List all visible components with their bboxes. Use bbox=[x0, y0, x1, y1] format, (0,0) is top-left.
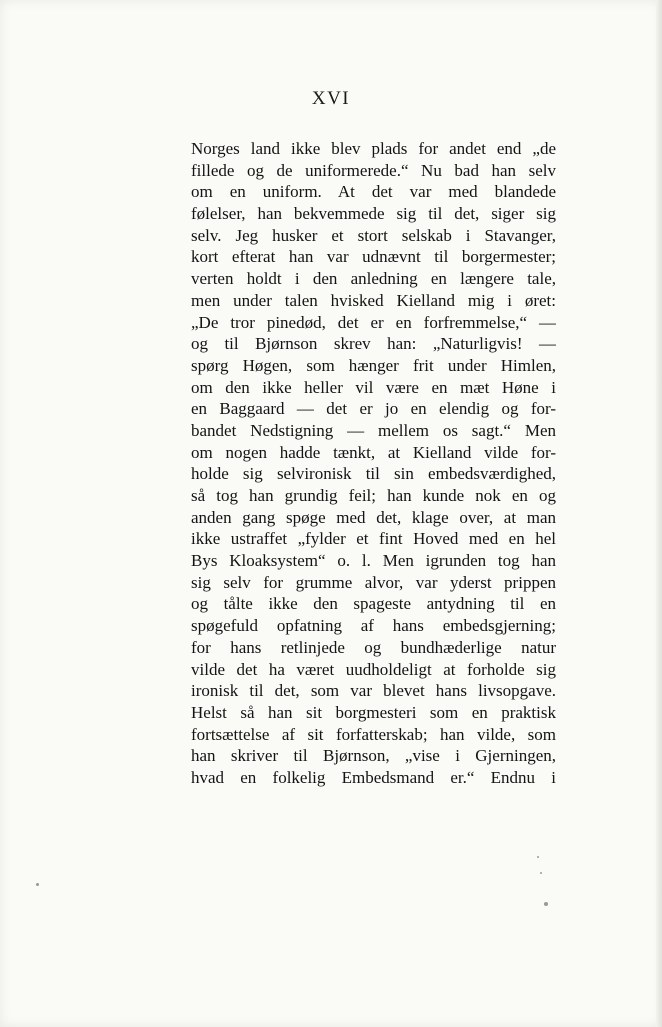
text-line: ironisk til det, som var blevet hans livsopgave. bbox=[191, 681, 556, 701]
text-line: spørg Høgen, som hænger frit under Himlen, bbox=[191, 355, 556, 375]
text-line: men under talen hvisked Kielland mig i øret: bbox=[191, 290, 556, 310]
text-line: hvad en folkelig Embedsmand er.“ Endnu i bbox=[191, 767, 556, 787]
text-line: bandet Nedstigning — mellem os sagt.“ Men bbox=[191, 420, 556, 440]
text-line: om den ikke heller vil være en mæt Høne i bbox=[191, 377, 556, 397]
text-line: følelser, han bekvemmede sig til det, siger sig bbox=[191, 204, 556, 224]
text-line: „De tror pinedød, det er en forfremmelse,“ — bbox=[191, 312, 556, 332]
paper-speck bbox=[540, 872, 542, 874]
text-line: verten holdt i den anledning en længere tale, bbox=[191, 269, 556, 289]
text-line: spøgefuld opfatning af hans embedsgjerning; bbox=[191, 616, 556, 636]
page-edge bbox=[656, 0, 662, 1027]
text-line: Norges land ikke blev plads for andet end „de bbox=[191, 139, 556, 158]
text-line: for hans retlinjede og bundhæderlige natur bbox=[191, 637, 556, 657]
text-line: og til Bjørnson skrev han: „Naturligvis! — bbox=[191, 334, 556, 354]
text-line: kort efterat han var udnævnt til borgermester; bbox=[191, 247, 556, 267]
text-line: vilde det ha været uudholdeligt at forholde sig bbox=[191, 659, 556, 679]
body-text bbox=[191, 138, 556, 789]
paper-speck bbox=[544, 902, 548, 906]
text-line: selv. Jeg husker et stort selskab i Stavanger, bbox=[191, 225, 556, 245]
text-line: Helst så han sit borgmesteri som en praktisk bbox=[191, 702, 556, 722]
paper-speck bbox=[36, 883, 39, 886]
text-line: en Baggaard — det er jo en elendig og for- bbox=[191, 399, 556, 419]
text-line: ikke ustraffet „fylder et fint Hoved med en hel bbox=[191, 529, 556, 549]
text-line: fortsættelse af sit forfatterskab; han vilde, som bbox=[191, 724, 556, 744]
text-line: han skriver til Bjørnson, „vise i Gjerningen, bbox=[191, 746, 556, 766]
text-line: Bys Kloaksystem“ o. l. Men igrunden tog han bbox=[191, 551, 556, 571]
text-line: sig selv for grumme alvor, var yderst prippen bbox=[191, 572, 556, 592]
text-line: om en uniform. At det var med blandede bbox=[191, 182, 556, 202]
text-line: og tålte ikke den spageste antydning til en bbox=[191, 594, 556, 614]
paper-speck bbox=[537, 856, 539, 858]
text-line: om nogen hadde tænkt, at Kielland vilde for- bbox=[191, 442, 556, 462]
text-line: så tog han grundig feil; han kunde nok en og bbox=[191, 486, 556, 505]
page-number: XVI bbox=[311, 88, 351, 109]
text-line: fillede og de uniformerede.“ Nu bad han selv bbox=[191, 160, 556, 180]
text-line: anden gang spøge med det, klage over, at man bbox=[191, 507, 556, 527]
text-line: holde sig selvironisk til sin embedsværdighed, bbox=[191, 464, 556, 484]
